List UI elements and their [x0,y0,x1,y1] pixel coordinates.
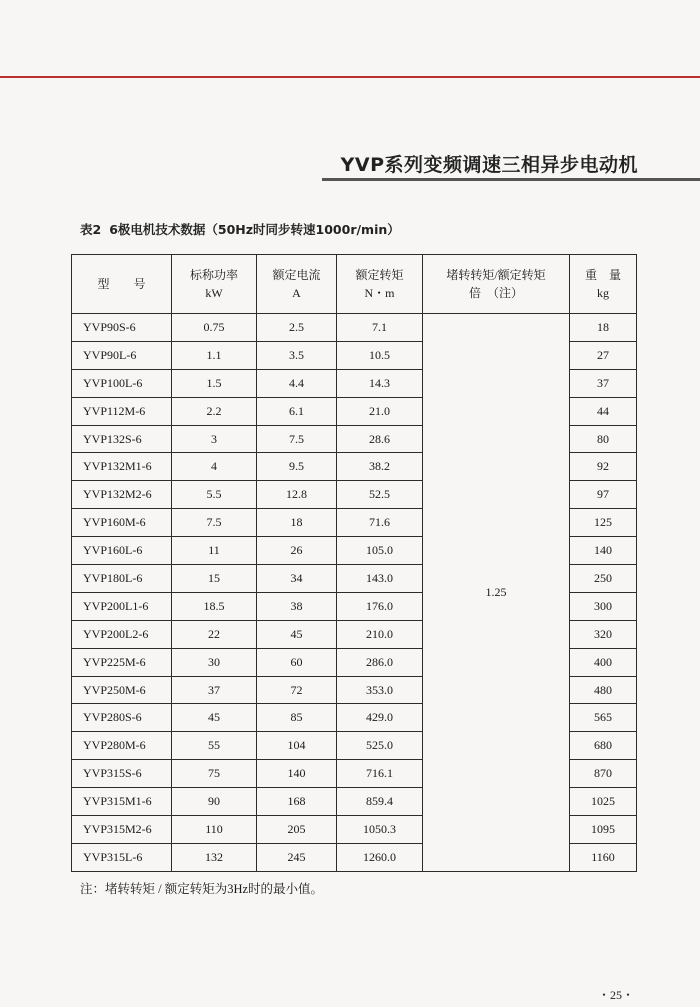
cell-model: YVP280S-6 [72,704,172,732]
cell-current: 6.1 [257,397,337,425]
cell-current: 85 [257,704,337,732]
cell-weight: 80 [570,425,637,453]
cell-torque: 859.4 [337,788,423,816]
cell-current: 2.5 [257,314,337,342]
cell-torque: 210.0 [337,620,423,648]
column-header-weight [570,255,637,314]
column-header-model [72,255,172,314]
cell-power: 1.5 [172,369,257,397]
cell-weight: 92 [570,453,637,481]
cell-power: 55 [172,732,257,760]
cell-model: YVP315S-6 [72,760,172,788]
cell-current: 38 [257,592,337,620]
cell-current: 72 [257,676,337,704]
cell-model: YVP280M-6 [72,732,172,760]
cell-current: 12.8 [257,481,337,509]
column-header-torque-unit: N・m [364,286,395,300]
column-header-power [172,255,257,314]
table-row [72,314,637,342]
cell-power: 45 [172,704,257,732]
cell-current: 104 [257,732,337,760]
cell-torque: 21.0 [337,397,423,425]
cell-model: YVP315M2-6 [72,816,172,844]
table-footnote: 注：堵转转矩 / 额定转矩为3Hz时的最小值。 [80,882,324,896]
cell-current: 3.5 [257,341,337,369]
cell-power: 3 [172,425,257,453]
cell-weight: 97 [570,481,637,509]
cell-power: 2.2 [172,397,257,425]
cell-model: YVP200L1-6 [72,592,172,620]
cell-model: YVP160M-6 [72,509,172,537]
cell-weight: 480 [570,676,637,704]
cell-current: 205 [257,816,337,844]
table-header-row [72,255,637,314]
cell-weight: 1025 [570,788,637,816]
cell-torque: 525.0 [337,732,423,760]
header-underline [322,178,700,181]
cell-torque: 14.3 [337,369,423,397]
cell-model: YVP100L-6 [72,369,172,397]
cell-model: YVP180L-6 [72,565,172,593]
cell-weight: 125 [570,509,637,537]
cell-power: 110 [172,816,257,844]
table-caption [80,220,400,238]
cell-torque: 38.2 [337,453,423,481]
cell-torque: 71.6 [337,509,423,537]
cell-power: 22 [172,620,257,648]
cell-power: 30 [172,648,257,676]
cell-current: 60 [257,648,337,676]
cell-power: 0.75 [172,314,257,342]
cell-weight: 250 [570,565,637,593]
cell-power: 90 [172,788,257,816]
cell-torque: 143.0 [337,565,423,593]
column-header-weight-unit: kg [597,286,609,300]
cell-power: 11 [172,537,257,565]
cell-power: 75 [172,760,257,788]
column-header-power-unit: kW [205,286,223,300]
cell-torque: 353.0 [337,676,423,704]
column-header-current-unit: A [292,286,301,300]
cell-power: 18.5 [172,592,257,620]
cell-weight: 870 [570,760,637,788]
cell-current: 168 [257,788,337,816]
cell-current: 34 [257,565,337,593]
column-header-current [257,255,337,314]
column-header-weight-label: 重 量 [584,268,621,282]
cell-torque: 10.5 [337,341,423,369]
cell-current: 18 [257,509,337,537]
cell-weight: 1095 [570,816,637,844]
cell-power: 1.1 [172,341,257,369]
cell-torque: 286.0 [337,648,423,676]
column-header-ratio [423,255,570,314]
cell-current: 45 [257,620,337,648]
cell-torque: 28.6 [337,425,423,453]
cell-power: 7.5 [172,509,257,537]
cell-weight: 300 [570,592,637,620]
cell-torque: 1260.0 [337,843,423,871]
cell-current: 7.5 [257,425,337,453]
cell-weight: 320 [570,620,637,648]
cell-current: 26 [257,537,337,565]
page-number: ・25・ [597,988,634,1002]
cell-torque: 176.0 [337,592,423,620]
column-header-ratio-label: 堵转转矩/额定转矩 [446,268,546,282]
cell-torque: 52.5 [337,481,423,509]
cell-weight: 44 [570,397,637,425]
cell-model: YVP132M1-6 [72,453,172,481]
cell-current: 4.4 [257,369,337,397]
cell-current: 140 [257,760,337,788]
page-header-title: YVP系列变频调速三相异步电动机 [340,154,638,176]
column-header-torque [337,255,423,314]
motor-data-table [71,254,637,872]
column-header-ratio-unit: 倍 （注） [468,286,523,300]
column-header-model-label: 型 号 [97,277,146,291]
cell-torque: 105.0 [337,537,423,565]
cell-torque: 429.0 [337,704,423,732]
cell-weight: 37 [570,369,637,397]
cell-weight: 400 [570,648,637,676]
cell-model: YVP200L2-6 [72,620,172,648]
cell-model: YVP315M1-6 [72,788,172,816]
cell-weight: 1160 [570,843,637,871]
cell-weight: 565 [570,704,637,732]
cell-model: YVP90S-6 [72,314,172,342]
cell-weight: 18 [570,314,637,342]
cell-power: 37 [172,676,257,704]
cell-weight: 140 [570,537,637,565]
cell-power: 5.5 [172,481,257,509]
column-header-current-label: 额定电流 [272,268,321,282]
cell-power: 132 [172,843,257,871]
cell-torque: 1050.3 [337,816,423,844]
cell-model: YVP132S-6 [72,425,172,453]
table-title: 6极电机技术数据（50Hz时同步转速1000r/min） [109,222,400,237]
cell-torque: 7.1 [337,314,423,342]
cell-torque: 716.1 [337,760,423,788]
top-red-rule [0,76,700,78]
cell-model: YVP315L-6 [72,843,172,871]
cell-model: YVP132M2-6 [72,481,172,509]
column-header-power-label: 标称功率 [189,268,238,282]
cell-model: YVP250M-6 [72,676,172,704]
table-number: 表2 [80,222,102,237]
column-header-torque-label: 额定转矩 [355,268,404,282]
cell-current: 245 [257,843,337,871]
cell-power: 4 [172,453,257,481]
cell-power: 15 [172,565,257,593]
cell-model: YVP90L-6 [72,341,172,369]
cell-ratio-merged: 1.25 [423,314,570,872]
cell-weight: 27 [570,341,637,369]
cell-weight: 680 [570,732,637,760]
cell-current: 9.5 [257,453,337,481]
cell-model: YVP160L-6 [72,537,172,565]
table-body [72,314,637,872]
cell-model: YVP225M-6 [72,648,172,676]
cell-model: YVP112M-6 [72,397,172,425]
